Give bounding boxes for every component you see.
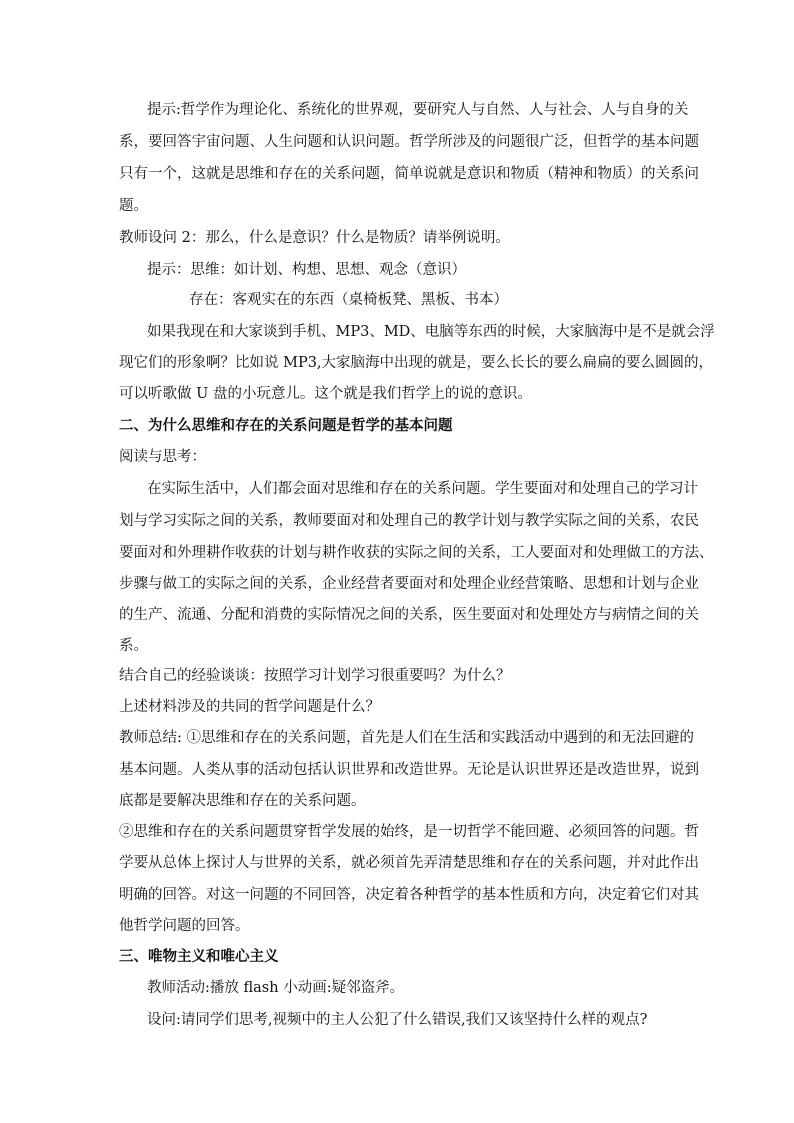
teacher-activity: 教师活动:播放 flash 小动画:疑邻盗斧。 (147, 980, 405, 996)
reading-paragraph-line-5: 的生产、流通、分配和消费的实际情况之间的关系，医生要面对和处理处方与病情之间的关 (119, 607, 699, 623)
hint-existence: 存在：客观实在的东西（桌椅板凳、黑板、书本） (189, 292, 508, 308)
reading-paragraph-line-4: 步骤与做工的实际之间的关系，企业经营者要面对和处理企业经营策略、思想和计划与企业 (119, 576, 699, 592)
hint-paragraph-line-2: 系，要回答宇宙问题、人生问题和认识问题。哲学所涉及的问题很广泛，但哲学的基本问题 (119, 134, 699, 150)
example-paragraph-line-2: 现它们的形象啊？比如说 MP3,大家脑海中出现的就是，要么长长的要么扁扁的要么圆圆的， (119, 355, 714, 371)
teacher-summary-line-2: 基本问题。人类从事的活动包括认识世界和改造世界。无论是认识世界还是改造世界，说到 (119, 762, 699, 778)
hint-thinking: 提示：思维：如计划、构想、思想、观念（意识） (147, 262, 466, 278)
reading-label: 阅读与思考： (119, 449, 206, 465)
reading-paragraph-line-6: 系。 (119, 638, 148, 654)
teacher-summary-line-3: 底都是要解决思维和存在的关系问题。 (119, 793, 366, 809)
section-heading-3: 三、唯物主义和唯心主义 (119, 948, 279, 965)
experience-question: 结合自己的经验谈谈：按照学习计划学习很重要吗？为什么？ (119, 668, 511, 684)
point-2-line-3: 明确的回答。对这一问题的不同回答，决定着各种哲学的基本性质和方向，决定着它们对其 (119, 887, 699, 903)
reading-paragraph-line-2: 划与学习实际之间的关系，教师要面对和处理自己的教学计划与教学实际之间的关系，农民 (119, 513, 699, 529)
example-paragraph-line-1: 如果我现在和大家谈到手机、MP3、MD、电脑等东西的时候，大家脑海中是不是就会浮 (147, 324, 715, 340)
common-problem-question: 上述材料涉及的共同的哲学问题是什么？ (119, 699, 380, 715)
section-heading-2: 二、为什么思维和存在的关系问题是哲学的基本问题 (119, 417, 453, 434)
reading-paragraph-line-3: 要面对和外理耕作收获的计划与耕作收获的实际之间的关系，工人要面对和处理做工的方法、 (119, 545, 714, 561)
teacher-summary-line-1: 教师总结: ①思维和存在的关系问题，首先是人们在生活和实践活动中遇到的和无法回避的 (119, 730, 694, 746)
discussion-question: 设问:请同学们思考,视频中的主人公犯了什么错误,我们又该坚持什么样的观点? (147, 1012, 648, 1028)
teacher-question-2: 教师设问 2：那么，什么是意识？什么是物质？请举例说明。 (119, 230, 510, 246)
reading-paragraph-line-1: 在实际生活中，人们都会面对思维和存在的关系问题。学生要面对和处理自己的学习计 (147, 481, 698, 497)
hint-paragraph-line-3: 只有一个，这就是思维和存在的关系问题，简单说就是意识和物质（精神和物质）的关系问 (119, 166, 699, 182)
hint-paragraph-line-4: 题。 (119, 198, 148, 214)
example-paragraph-line-3: 可以听歌做 U 盘的小玩意儿。这个就是我们哲学上的说的意识。 (119, 386, 532, 402)
hint-paragraph-line-1: 提示:哲学作为理论化、系统化的世界观，要研究人与自然、人与社会、人与自身的关 (147, 102, 689, 118)
point-2-line-2: 学要从总体上探讨人与世界的关系，就必须首先弄清楚思维和存在的关系问题，并对此作出 (119, 855, 699, 871)
point-2-line-4: 他哲学问题的回答。 (119, 918, 250, 934)
point-2-line-1: ②思维和存在的关系问题贯穿哲学发展的始终，是一切哲学不能回避、必须回答的问题。哲 (119, 824, 699, 840)
